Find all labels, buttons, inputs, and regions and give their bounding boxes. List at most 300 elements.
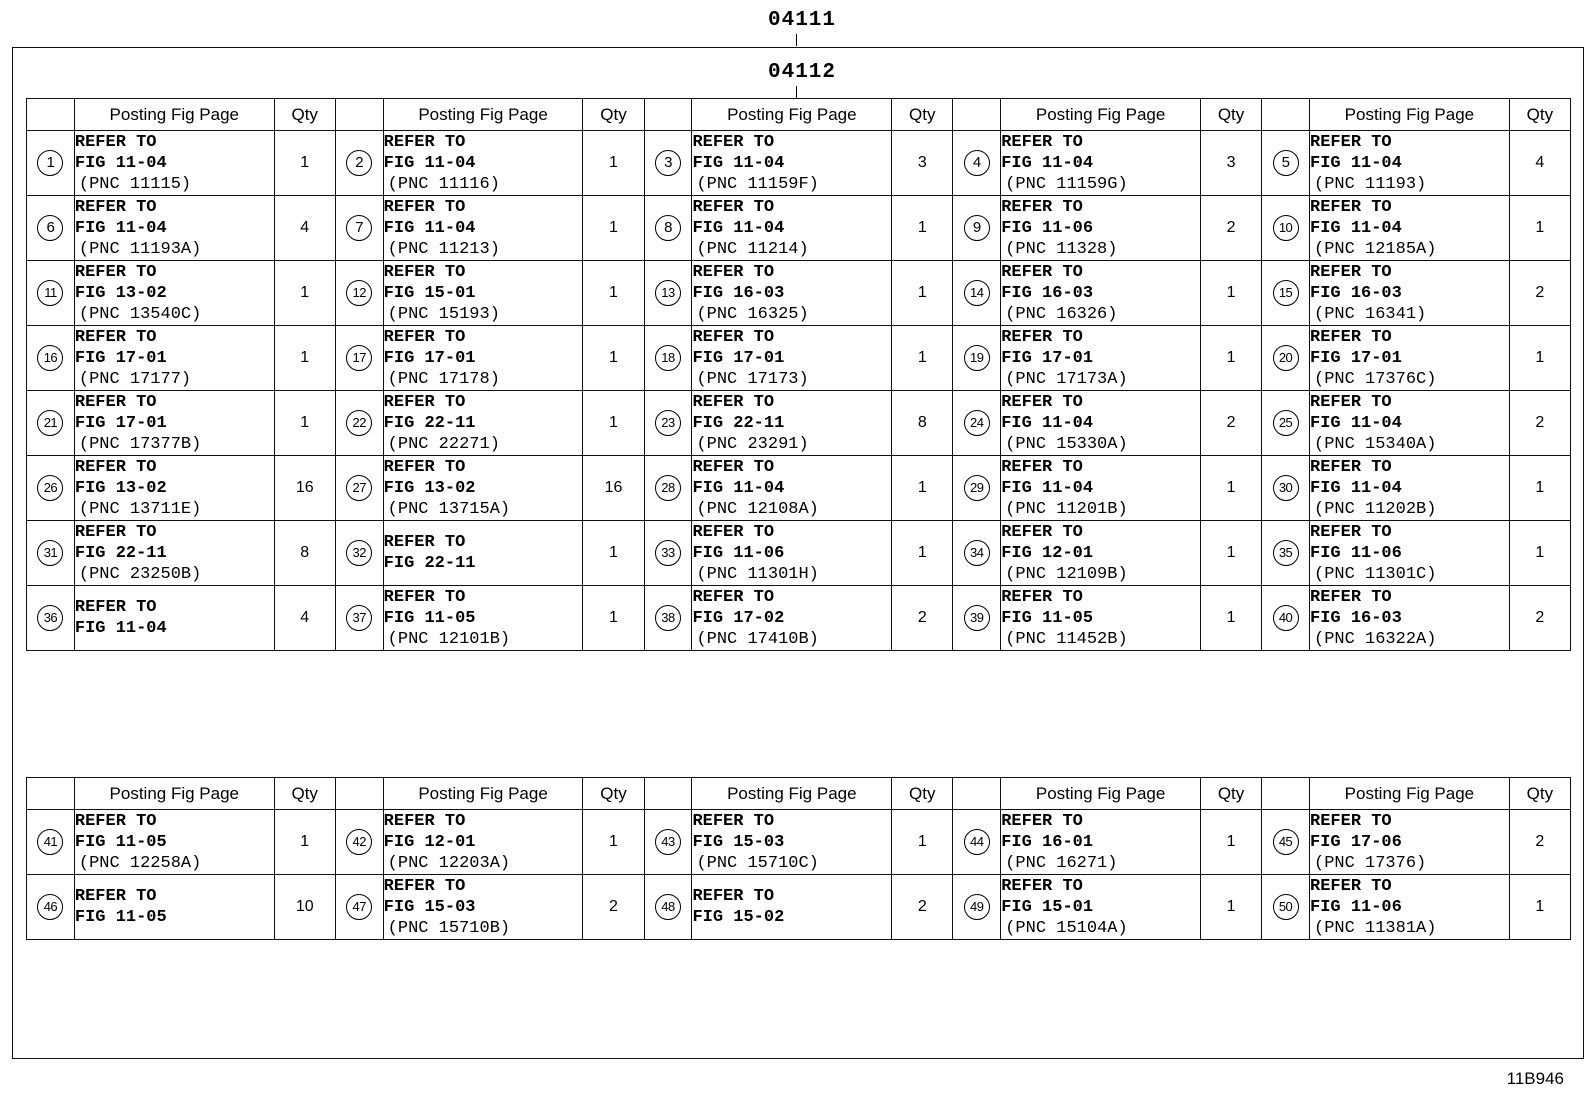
qty-cell: 4 bbox=[274, 586, 335, 651]
header-no-cell bbox=[27, 99, 75, 131]
refer-to-text: REFER TO bbox=[74, 197, 157, 217]
item-number-cell bbox=[27, 196, 75, 261]
posting-fig-cell bbox=[74, 391, 274, 456]
outer-label-leader bbox=[796, 34, 797, 46]
item-number-cell bbox=[644, 326, 692, 391]
header-no-cell bbox=[27, 778, 75, 810]
item-number-cell bbox=[1262, 521, 1310, 586]
fig-reference: FIG 22-11 bbox=[383, 413, 476, 433]
posting-fig-cell bbox=[1310, 875, 1510, 940]
refer-to-text: REFER TO bbox=[1310, 522, 1392, 542]
item-number-circle: 21 bbox=[37, 410, 63, 436]
item-number-cell bbox=[27, 326, 75, 391]
header-qty: Qty bbox=[274, 778, 335, 810]
posting-fig-cell bbox=[383, 326, 583, 391]
item-number-circle: 24 bbox=[964, 410, 990, 436]
posting-fig-cell bbox=[692, 521, 892, 586]
pnc-reference: (PNC 11213) bbox=[387, 239, 500, 259]
fig-reference: FIG 22-11 bbox=[383, 554, 476, 573]
pnc-reference: (PNC 16326) bbox=[1005, 304, 1118, 324]
pnc-reference: (PNC 15710B) bbox=[387, 918, 511, 938]
header-fig-page: Posting Fig Page bbox=[1310, 778, 1510, 810]
pnc-reference: (PNC 17377B) bbox=[78, 434, 202, 454]
qty-cell: 1 bbox=[583, 196, 644, 261]
qty-cell: 1 bbox=[892, 261, 953, 326]
item-number-circle: 5 bbox=[1273, 150, 1299, 176]
pnc-reference: (PNC 13715A) bbox=[387, 499, 511, 519]
posting-fig-cell bbox=[1001, 261, 1201, 326]
table-row bbox=[27, 521, 1571, 586]
fig-reference: FIG 11-05 bbox=[1001, 608, 1094, 628]
item-number-cell bbox=[644, 521, 692, 586]
refer-to-text: REFER TO bbox=[1001, 587, 1083, 607]
pnc-reference: (PNC 12101B) bbox=[387, 629, 511, 649]
posting-fig-cell bbox=[74, 810, 274, 875]
posting-fig-cell bbox=[1310, 131, 1510, 196]
posting-fig-cell bbox=[692, 261, 892, 326]
item-number-circle: 41 bbox=[37, 829, 63, 855]
fig-reference: FIG 11-06 bbox=[1001, 218, 1094, 238]
posting-fig-cell bbox=[692, 875, 892, 940]
reference-table-upper bbox=[26, 98, 1571, 651]
pnc-reference: (PNC 12109B) bbox=[1005, 564, 1128, 584]
fig-reference: FIG 13-02 bbox=[74, 283, 167, 303]
item-number-circle: 30 bbox=[1273, 475, 1299, 501]
pnc-reference: (PNC 11193A) bbox=[78, 239, 202, 259]
qty-cell: 2 bbox=[1509, 261, 1570, 326]
pnc-reference: (PNC 17376) bbox=[1314, 853, 1427, 873]
refer-to-text: REFER TO bbox=[1001, 392, 1083, 412]
qty-cell: 4 bbox=[274, 196, 335, 261]
fig-reference: FIG 17-01 bbox=[1001, 348, 1094, 368]
item-number-cell bbox=[644, 261, 692, 326]
fig-reference: FIG 16-03 bbox=[1001, 283, 1094, 303]
item-number-cell bbox=[1262, 586, 1310, 651]
refer-to-text: REFER TO bbox=[74, 392, 157, 412]
qty-cell: 1 bbox=[583, 131, 644, 196]
item-number-circle: 50 bbox=[1273, 894, 1299, 920]
qty-cell: 1 bbox=[1200, 586, 1261, 651]
pnc-reference: (PNC 12185A) bbox=[1314, 239, 1437, 259]
fig-reference: FIG 15-03 bbox=[692, 832, 785, 852]
header-qty: Qty bbox=[892, 99, 953, 131]
header-qty: Qty bbox=[1200, 99, 1261, 131]
qty-cell: 1 bbox=[583, 586, 644, 651]
item-number-circle: 39 bbox=[964, 605, 990, 631]
item-number-circle: 7 bbox=[346, 215, 372, 241]
posting-fig-cell bbox=[692, 810, 892, 875]
pnc-reference: (PNC 17178) bbox=[387, 369, 500, 389]
fig-reference: FIG 16-03 bbox=[692, 283, 785, 303]
refer-to-text: REFER TO bbox=[74, 598, 157, 617]
posting-fig-cell bbox=[692, 196, 892, 261]
fig-reference: FIG 11-04 bbox=[74, 619, 167, 638]
item-number-circle: 31 bbox=[37, 540, 63, 566]
item-number-circle: 14 bbox=[964, 280, 990, 306]
fig-reference: FIG 12-01 bbox=[383, 832, 476, 852]
refer-to-text: REFER TO bbox=[692, 197, 775, 217]
inner-group-label: 04112 bbox=[768, 61, 837, 84]
header-no-cell bbox=[644, 778, 692, 810]
item-number-cell bbox=[335, 456, 383, 521]
pnc-reference: (PNC 16271) bbox=[1005, 853, 1118, 873]
item-number-cell bbox=[335, 326, 383, 391]
refer-to-text: REFER TO bbox=[1310, 587, 1392, 607]
fig-reference: FIG 12-01 bbox=[1001, 543, 1094, 563]
pnc-reference: (PNC 11115) bbox=[78, 174, 192, 194]
fig-reference: FIG 11-04 bbox=[1001, 153, 1094, 173]
pnc-reference: (PNC 15330A) bbox=[1005, 434, 1128, 454]
item-number-cell bbox=[335, 196, 383, 261]
pnc-reference: (PNC 16322A) bbox=[1314, 629, 1437, 649]
qty-cell: 1 bbox=[1200, 326, 1261, 391]
fig-reference: FIG 22-11 bbox=[74, 543, 167, 563]
header-fig-page: Posting Fig Page bbox=[692, 778, 892, 810]
qty-cell: 3 bbox=[1200, 131, 1261, 196]
qty-cell: 1 bbox=[892, 326, 953, 391]
refer-to-text: REFER TO bbox=[383, 197, 466, 217]
posting-fig-cell bbox=[74, 521, 274, 586]
refer-to-text: REFER TO bbox=[1310, 876, 1392, 896]
header-no-cell bbox=[335, 99, 383, 131]
item-number-circle: 8 bbox=[655, 215, 681, 241]
fig-reference: FIG 16-01 bbox=[1001, 832, 1094, 852]
item-number-circle: 13 bbox=[655, 280, 681, 306]
header-qty: Qty bbox=[583, 99, 644, 131]
posting-fig-cell bbox=[1001, 521, 1201, 586]
fig-reference: FIG 11-04 bbox=[692, 153, 785, 173]
fig-reference: FIG 11-05 bbox=[74, 908, 167, 927]
fig-reference: FIG 15-03 bbox=[383, 897, 476, 917]
header-qty: Qty bbox=[1509, 778, 1570, 810]
qty-cell: 1 bbox=[274, 261, 335, 326]
posting-fig-cell bbox=[1310, 261, 1510, 326]
qty-cell: 1 bbox=[1509, 196, 1570, 261]
item-number-circle: 6 bbox=[37, 215, 63, 241]
table-row bbox=[27, 456, 1571, 521]
fig-reference: FIG 15-01 bbox=[383, 283, 476, 303]
qty-cell: 1 bbox=[1509, 521, 1570, 586]
pnc-reference: (PNC 23291) bbox=[696, 434, 809, 454]
item-number-circle: 15 bbox=[1273, 280, 1299, 306]
table-row bbox=[27, 810, 1571, 875]
item-number-cell bbox=[1262, 326, 1310, 391]
pnc-reference: (PNC 11214) bbox=[696, 239, 809, 259]
item-number-cell bbox=[644, 810, 692, 875]
item-number-circle: 47 bbox=[346, 894, 372, 920]
refer-to-text: REFER TO bbox=[1310, 197, 1392, 217]
pnc-reference: (PNC 12258A) bbox=[78, 853, 202, 873]
pnc-reference: (PNC 12203A) bbox=[387, 853, 511, 873]
pnc-reference: (PNC 16325) bbox=[696, 304, 809, 324]
fig-reference: FIG 17-06 bbox=[1310, 832, 1402, 852]
refer-to-text: REFER TO bbox=[1310, 327, 1392, 347]
fig-reference: FIG 17-01 bbox=[692, 348, 785, 368]
posting-fig-cell bbox=[1001, 391, 1201, 456]
qty-cell: 8 bbox=[892, 391, 953, 456]
refer-to-text: REFER TO bbox=[1001, 876, 1083, 896]
item-number-circle: 1 bbox=[37, 150, 63, 176]
fig-reference: FIG 11-06 bbox=[1310, 897, 1402, 917]
posting-fig-cell bbox=[1001, 586, 1201, 651]
refer-to-text: REFER TO bbox=[383, 132, 466, 152]
item-number-circle: 44 bbox=[964, 829, 990, 855]
refer-to-text: REFER TO bbox=[383, 327, 466, 347]
refer-to-text: REFER TO bbox=[74, 262, 157, 282]
qty-cell: 1 bbox=[1200, 810, 1261, 875]
pnc-reference: (PNC 11328) bbox=[1005, 239, 1118, 259]
item-number-cell bbox=[27, 810, 75, 875]
qty-cell: 1 bbox=[583, 521, 644, 586]
header-no-cell bbox=[953, 778, 1001, 810]
posting-fig-cell bbox=[692, 131, 892, 196]
item-number-cell bbox=[644, 586, 692, 651]
header-qty: Qty bbox=[892, 778, 953, 810]
item-number-circle: 4 bbox=[964, 150, 990, 176]
fig-reference: FIG 16-03 bbox=[1310, 283, 1402, 303]
item-number-cell bbox=[644, 196, 692, 261]
refer-to-text: REFER TO bbox=[383, 262, 466, 282]
item-number-circle: 25 bbox=[1273, 410, 1299, 436]
qty-cell: 1 bbox=[1509, 456, 1570, 521]
item-number-cell bbox=[953, 196, 1001, 261]
pnc-reference: (PNC 17173) bbox=[696, 369, 809, 389]
item-number-circle: 10 bbox=[1273, 215, 1299, 241]
qty-cell: 1 bbox=[892, 810, 953, 875]
item-number-circle: 3 bbox=[655, 150, 681, 176]
item-number-cell bbox=[27, 261, 75, 326]
fig-reference: FIG 22-11 bbox=[692, 413, 785, 433]
item-number-cell bbox=[644, 875, 692, 940]
fig-reference: FIG 15-01 bbox=[1001, 897, 1094, 917]
fig-reference: FIG 11-04 bbox=[1310, 218, 1402, 238]
item-number-circle: 2 bbox=[346, 150, 372, 176]
pnc-reference: (PNC 11301H) bbox=[696, 564, 819, 584]
refer-to-text: REFER TO bbox=[1001, 522, 1083, 542]
qty-cell: 1 bbox=[274, 131, 335, 196]
refer-to-text: REFER TO bbox=[1001, 262, 1083, 282]
posting-fig-cell bbox=[1001, 196, 1201, 261]
item-number-cell bbox=[335, 261, 383, 326]
header-fig-page: Posting Fig Page bbox=[74, 99, 274, 131]
table-row bbox=[27, 391, 1571, 456]
item-number-circle: 33 bbox=[655, 540, 681, 566]
header-row bbox=[27, 99, 1571, 131]
fig-reference: FIG 11-04 bbox=[383, 153, 476, 173]
refer-to-text: REFER TO bbox=[692, 327, 775, 347]
fig-reference: FIG 17-01 bbox=[74, 413, 167, 433]
item-number-cell bbox=[335, 521, 383, 586]
item-number-circle: 19 bbox=[964, 345, 990, 371]
item-number-cell bbox=[335, 810, 383, 875]
item-number-cell bbox=[1262, 196, 1310, 261]
item-number-cell bbox=[1262, 456, 1310, 521]
refer-to-text: REFER TO bbox=[692, 811, 775, 831]
item-number-cell bbox=[953, 586, 1001, 651]
posting-fig-cell bbox=[1310, 456, 1510, 521]
posting-fig-cell bbox=[1310, 810, 1510, 875]
refer-to-text: REFER TO bbox=[383, 392, 466, 412]
posting-fig-cell bbox=[383, 521, 583, 586]
posting-fig-cell bbox=[1310, 521, 1510, 586]
fig-reference: FIG 17-02 bbox=[692, 608, 785, 628]
qty-cell: 1 bbox=[1509, 326, 1570, 391]
posting-fig-cell bbox=[383, 586, 583, 651]
item-number-circle: 22 bbox=[346, 410, 372, 436]
table-row bbox=[27, 131, 1571, 196]
item-number-cell bbox=[1262, 131, 1310, 196]
refer-to-text: REFER TO bbox=[74, 132, 157, 152]
qty-cell: 1 bbox=[1200, 875, 1261, 940]
fig-reference: FIG 11-04 bbox=[692, 478, 785, 498]
qty-cell: 16 bbox=[583, 456, 644, 521]
item-number-circle: 18 bbox=[655, 345, 681, 371]
header-fig-page: Posting Fig Page bbox=[692, 99, 892, 131]
refer-to-text: REFER TO bbox=[74, 811, 157, 831]
item-number-circle: 36 bbox=[37, 605, 63, 631]
header-fig-page: Posting Fig Page bbox=[383, 99, 583, 131]
table-row bbox=[27, 196, 1571, 261]
pnc-reference: (PNC 23250B) bbox=[78, 564, 202, 584]
item-number-circle: 28 bbox=[655, 475, 681, 501]
item-number-cell bbox=[335, 391, 383, 456]
item-number-circle: 46 bbox=[37, 894, 63, 920]
fig-reference: FIG 11-04 bbox=[74, 218, 167, 238]
refer-to-text: REFER TO bbox=[74, 327, 157, 347]
qty-cell: 4 bbox=[1509, 131, 1570, 196]
qty-cell: 16 bbox=[274, 456, 335, 521]
refer-to-text: REFER TO bbox=[74, 457, 157, 477]
pnc-reference: (PNC 17177) bbox=[78, 369, 192, 389]
fig-reference: FIG 17-01 bbox=[383, 348, 476, 368]
fig-reference: FIG 11-04 bbox=[1001, 478, 1094, 498]
posting-fig-cell bbox=[692, 326, 892, 391]
posting-fig-cell bbox=[1001, 875, 1201, 940]
qty-cell: 2 bbox=[1200, 196, 1261, 261]
item-number-circle: 29 bbox=[964, 475, 990, 501]
inner-label-leader bbox=[796, 86, 797, 98]
pnc-reference: (PNC 11452B) bbox=[1005, 629, 1128, 649]
item-number-circle: 17 bbox=[346, 345, 372, 371]
pnc-reference: (PNC 12108A) bbox=[696, 499, 819, 519]
pnc-reference: (PNC 17376C) bbox=[1314, 369, 1437, 389]
item-number-cell bbox=[1262, 391, 1310, 456]
qty-cell: 1 bbox=[892, 521, 953, 586]
fig-reference: FIG 13-02 bbox=[74, 478, 167, 498]
header-no-cell bbox=[1262, 99, 1310, 131]
pnc-reference: (PNC 11116) bbox=[387, 174, 500, 194]
item-number-circle: 35 bbox=[1273, 540, 1299, 566]
item-number-circle: 11 bbox=[37, 280, 63, 306]
posting-fig-cell bbox=[1310, 326, 1510, 391]
item-number-circle: 34 bbox=[964, 540, 990, 566]
refer-to-text: REFER TO bbox=[1001, 327, 1083, 347]
refer-to-text: REFER TO bbox=[383, 587, 466, 607]
header-qty: Qty bbox=[274, 99, 335, 131]
refer-to-text: REFER TO bbox=[692, 262, 775, 282]
pnc-reference: (PNC 15193) bbox=[387, 304, 500, 324]
table-row bbox=[27, 586, 1571, 651]
qty-cell: 1 bbox=[1200, 456, 1261, 521]
refer-to-text: REFER TO bbox=[383, 457, 466, 477]
pnc-reference: (PNC 15340A) bbox=[1314, 434, 1437, 454]
refer-to-text: REFER TO bbox=[692, 522, 775, 542]
posting-fig-cell bbox=[1310, 391, 1510, 456]
qty-cell: 1 bbox=[1509, 875, 1570, 940]
refer-to-text: REFER TO bbox=[1310, 392, 1392, 412]
header-no-cell bbox=[953, 99, 1001, 131]
pnc-reference: (PNC 11193) bbox=[1314, 174, 1427, 194]
pnc-reference: (PNC 15710C) bbox=[696, 853, 819, 873]
qty-cell: 8 bbox=[274, 521, 335, 586]
header-qty: Qty bbox=[1200, 778, 1261, 810]
posting-fig-cell bbox=[692, 586, 892, 651]
fig-reference: FIG 11-04 bbox=[74, 153, 167, 173]
item-number-circle: 20 bbox=[1273, 345, 1299, 371]
item-number-circle: 45 bbox=[1273, 829, 1299, 855]
refer-to-text: REFER TO bbox=[1310, 262, 1392, 282]
qty-cell: 2 bbox=[583, 875, 644, 940]
item-number-cell bbox=[27, 521, 75, 586]
item-number-circle: 48 bbox=[655, 894, 681, 920]
qty-cell: 1 bbox=[274, 391, 335, 456]
item-number-circle: 12 bbox=[346, 280, 372, 306]
reference-table-lower bbox=[26, 777, 1571, 940]
fig-reference: FIG 13-02 bbox=[383, 478, 476, 498]
posting-fig-cell bbox=[692, 391, 892, 456]
qty-cell: 3 bbox=[892, 131, 953, 196]
pnc-reference: (PNC 17173A) bbox=[1005, 369, 1128, 389]
qty-cell: 2 bbox=[1509, 391, 1570, 456]
refer-to-text: REFER TO bbox=[74, 522, 157, 542]
outer-group-label: 04111 bbox=[768, 9, 837, 32]
qty-cell: 1 bbox=[274, 810, 335, 875]
refer-to-text: REFER TO bbox=[692, 587, 775, 607]
item-number-cell bbox=[1262, 261, 1310, 326]
item-number-cell bbox=[644, 456, 692, 521]
pnc-reference: (PNC 11159F) bbox=[696, 174, 819, 194]
posting-fig-cell bbox=[1001, 326, 1201, 391]
posting-fig-cell bbox=[74, 261, 274, 326]
qty-cell: 1 bbox=[274, 326, 335, 391]
item-number-circle: 42 bbox=[346, 829, 372, 855]
header-no-cell bbox=[1262, 778, 1310, 810]
pnc-reference: (PNC 13540C) bbox=[78, 304, 202, 324]
pnc-reference: (PNC 11381A) bbox=[1314, 918, 1437, 938]
item-number-cell bbox=[644, 391, 692, 456]
header-qty: Qty bbox=[1509, 99, 1570, 131]
fig-reference: FIG 17-01 bbox=[1310, 348, 1402, 368]
posting-fig-cell bbox=[74, 131, 274, 196]
item-number-cell bbox=[953, 875, 1001, 940]
item-number-cell bbox=[953, 326, 1001, 391]
item-number-cell bbox=[335, 131, 383, 196]
qty-cell: 1 bbox=[892, 196, 953, 261]
refer-to-text: REFER TO bbox=[692, 132, 775, 152]
item-number-cell bbox=[953, 521, 1001, 586]
header-no-cell bbox=[335, 778, 383, 810]
refer-to-text: REFER TO bbox=[1310, 457, 1392, 477]
posting-fig-cell bbox=[74, 586, 274, 651]
pnc-reference: (PNC 11159G) bbox=[1005, 174, 1128, 194]
header-fig-page: Posting Fig Page bbox=[74, 778, 274, 810]
refer-to-text: REFER TO bbox=[1310, 132, 1392, 152]
refer-to-text: REFER TO bbox=[692, 392, 775, 412]
item-number-cell bbox=[644, 131, 692, 196]
pnc-reference: (PNC 22271) bbox=[387, 434, 500, 454]
item-number-cell bbox=[1262, 810, 1310, 875]
fig-reference: FIG 11-06 bbox=[692, 543, 785, 563]
